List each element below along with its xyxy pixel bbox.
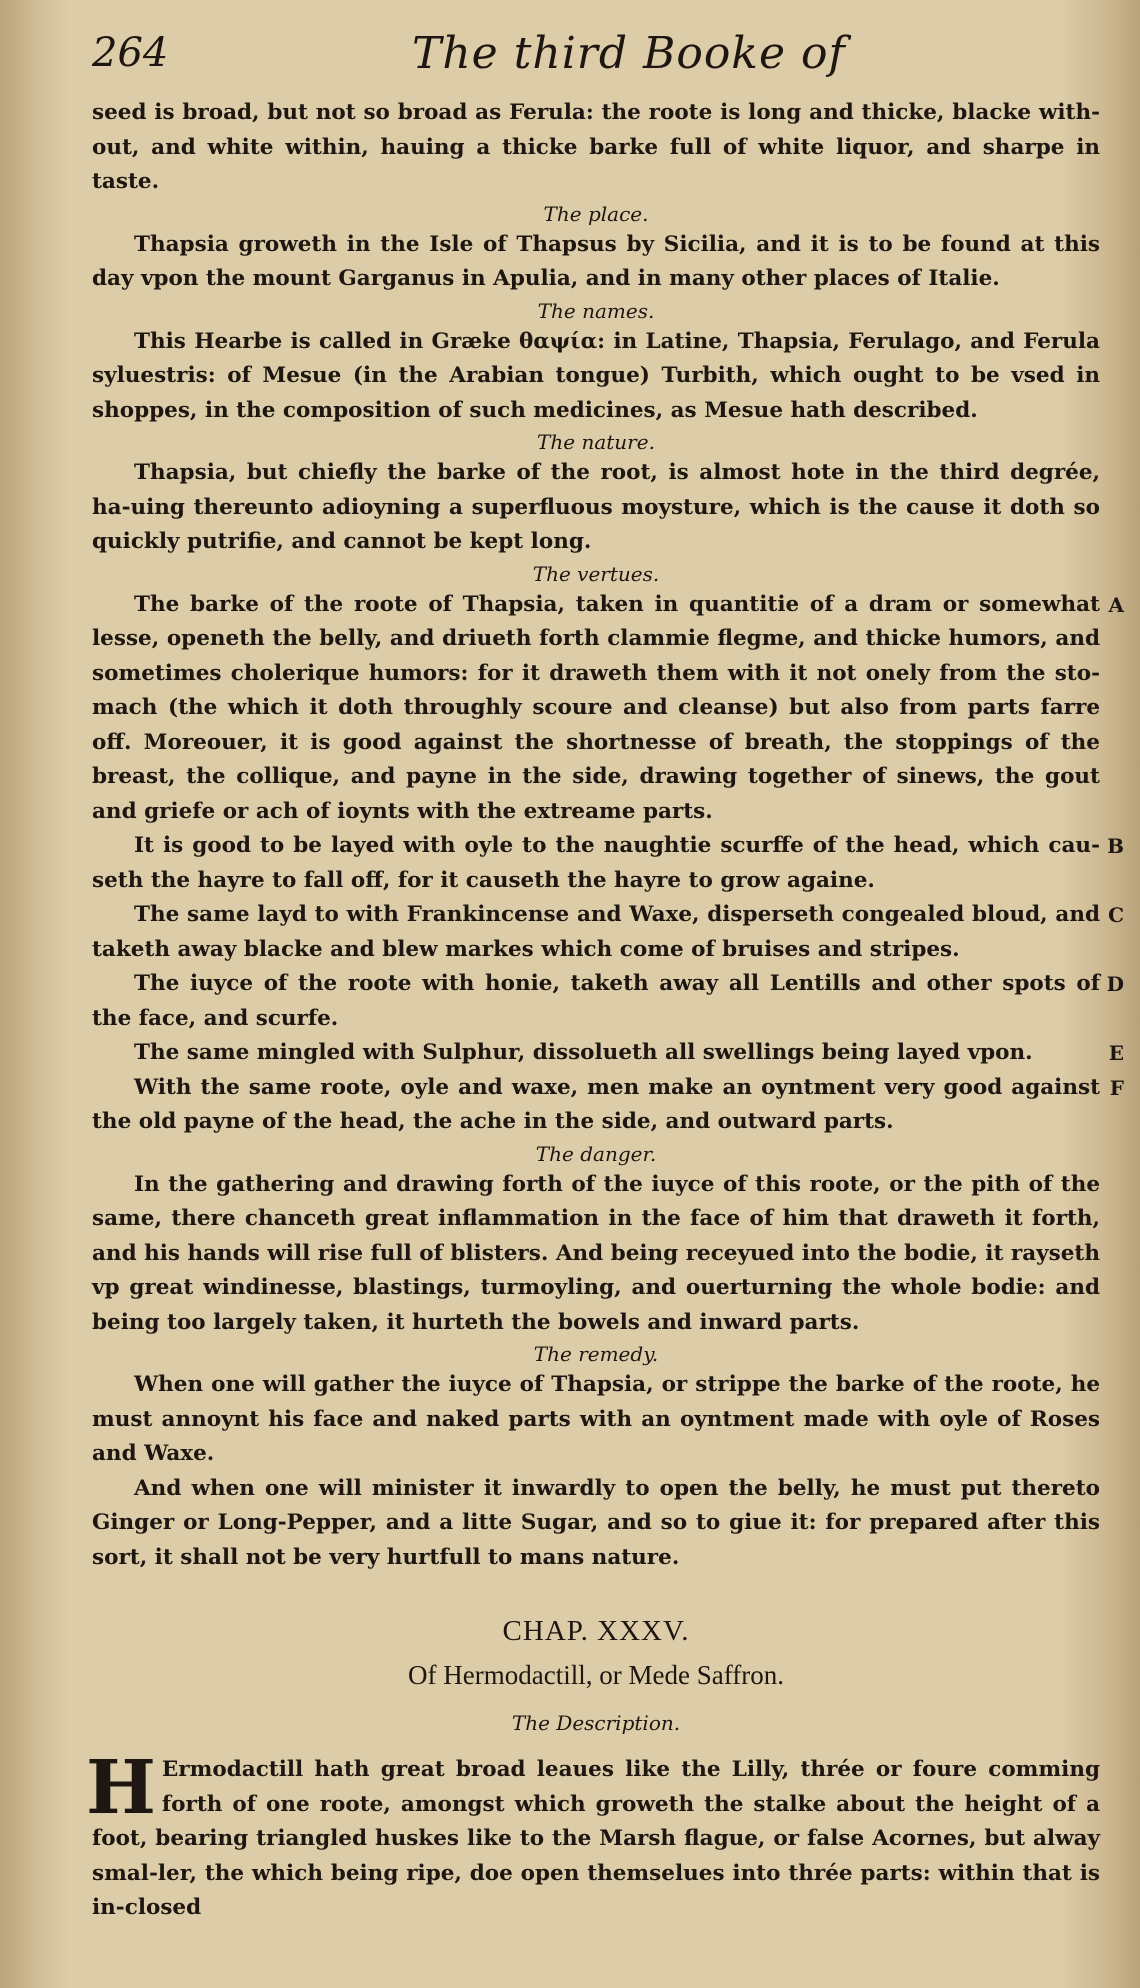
remedy-paragraph: And when one will minister it inwardly to open the belly, he must put thereto Ginger or Long-Pepper, and a litte Sugar, and so to giue it: for prepared after this sort, it shall not be very hurtfull to mans nature. — [92, 1475, 1100, 1570]
danger-paragraph: In the gathering and drawing forth of the iuyce of this roote, or the pith of the same, there chanceth great inflammation in the face of him that draweth it forth, and his hands will rise full of blisters. And being receyued into the bodie, it rayseth vp great windinesse, blastings, turmoyling, and ouerturning the whole bodie: and being too largely taken, it hurteth the bowels and inward parts. — [92, 1171, 1100, 1335]
vertue-item — [92, 588, 1124, 830]
remedy-paragraph: When one will gather the iuyce of Thapsia, or strippe the barke of the roote, he must annoynt his face and naked parts with an oyntment made with oyle of Roses and Waxe. — [92, 1372, 1100, 1466]
vertue-item — [92, 967, 1124, 1036]
place-section — [92, 200, 1100, 297]
margin-letter: D — [1106, 972, 1124, 996]
place-paragraph: Thapsia groweth in the Isle of Thapsus by Sicilia, and it is to be found at this day vpon the mount Garganus in Apulia, and in many other places of Italie. — [92, 231, 1100, 291]
remedy-section — [92, 1340, 1100, 1575]
chapter-number: CHAP. XXXV. — [502, 1615, 690, 1647]
intro-paragraph: seed is broad, but not so broad as Ferula: the roote is long and thicke, blacke with-out, and white within, hauing a thicke barke full of white liquor, and sharpe in taste. — [92, 100, 1100, 194]
running-head: The third Booke of — [412, 28, 846, 79]
vertue-paragraph: The iuyce of the roote with honie, taketh away all Lentills and other spots of the face, and scurfe. — [92, 971, 1100, 1031]
margin-letter: A — [1108, 592, 1124, 617]
section-heading-danger: The danger. — [535, 1141, 657, 1166]
vertues-section — [92, 560, 1124, 1140]
section-heading-place: The place. — [543, 201, 649, 226]
nature-section — [92, 428, 1100, 560]
section-heading-nature: The nature. — [537, 430, 655, 454]
page-header — [92, 22, 1100, 96]
section-heading-remedy: The remedy. — [533, 1342, 659, 1366]
margin-letter: F — [1109, 1075, 1124, 1100]
vertue-item — [92, 829, 1124, 898]
margin-letter: B — [1107, 834, 1124, 858]
intro-section — [92, 96, 1100, 200]
names-paragraph: This Hearbe is called in Græke θαψία: in Latine, Thapsia, Ferulago, and Ferula syluestris: of Mesue (in the Arabian tongue) Turbith, which ought to be vsed in shoppes, in the composition of such medicines, as Mesue hath described. — [92, 328, 1100, 423]
description-text: Ermodactill hath great broad leaues like the Lilly, thrée or foure comming forth of one roote, amongst which groweth the stalke about the height of a foot, bearing triangled huskes like to the Marsh flague, or false Acornes, but alway smal-ler, the which being ripe, doe open themselues into thrée parts: within that is in-closed — [92, 1757, 1100, 1920]
vertue-paragraph: The barke of the roote of Thapsia, taken in quantitie of a dram or somewhat lesse, openeth the belly, and driueth forth clammie flegme, and thicke humors, and sometimes cholerique humors: for it draweth them with it not onely from the sto-mach (the which it doth throughly scoure and cleanse) but also from parts farre off. Moreouer, it is good against the shortnesse of breath, the stoppings of the breast, the collique, and payne in the side, drawing together of sinews, the gout and griefe or ach of ioynts with the extreame parts. — [92, 591, 1100, 824]
names-section — [92, 297, 1100, 429]
vertue-paragraph: With the same roote, oyle and waxe, men make an oyntment very good against the old payne of the head, the ache in the side, and outward parts. — [92, 1074, 1100, 1134]
nature-paragraph: Thapsia, but chiefly the barke of the root, is almost hote in the third degrée, ha-uing thereunto adioyning a superfluous moysture, which is the cause it doth so quickly putrifie, and cannot be kept long. — [92, 460, 1100, 554]
vertue-item — [92, 1036, 1124, 1071]
vertue-paragraph: It is good to be layed with oyle to the naughtie scurffe of the head, which cau-seth the hayre to fall off, for it causeth the hayre to grow againe. — [92, 833, 1100, 893]
margin-letter: C — [1108, 903, 1124, 927]
description-paragraph — [86, 1745, 1100, 1926]
danger-section — [92, 1140, 1100, 1341]
section-heading-names: The names. — [537, 298, 655, 323]
vertue-paragraph: The same layd to with Frankincense and Waxe, disperseth congealed bloud, and taketh away blacke and blew markes which come of bruises and stripes. — [92, 902, 1100, 962]
section-heading-vertues: The vertues. — [532, 561, 660, 586]
margin-letter: E — [1108, 1041, 1124, 1065]
vertue-paragraph: The same mingled with Sulphur, dissolueth all swellings being layed vpon. — [134, 1040, 1033, 1065]
vertue-item — [92, 898, 1124, 967]
section-heading-description: The Description. — [511, 1711, 681, 1735]
page-number: 264 — [92, 30, 169, 76]
vertue-item — [92, 1071, 1124, 1140]
chapter-title: Of Hermodactill, or Mede Saffron. — [408, 1660, 784, 1690]
drop-cap: H — [86, 1745, 156, 1831]
